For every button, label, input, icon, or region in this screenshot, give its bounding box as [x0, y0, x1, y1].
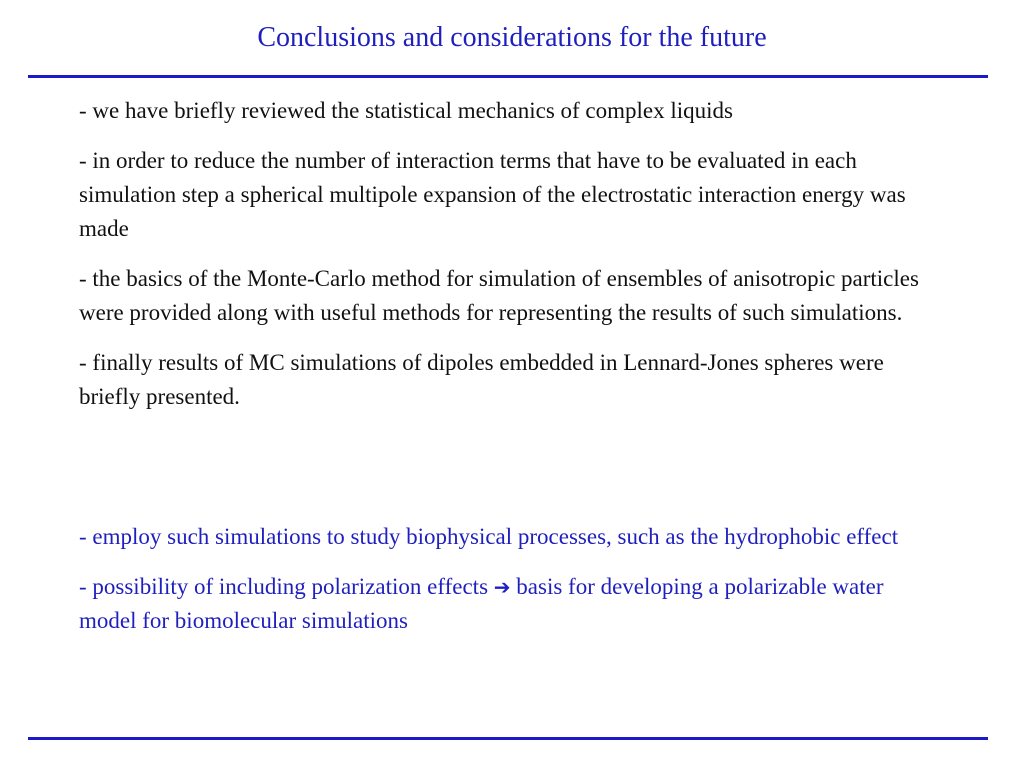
future-item-text: - possibility of including polarization effects — [79, 574, 494, 599]
conclusion-item: - we have briefly reviewed the statistical mechanics of complex liquids — [79, 98, 733, 123]
conclusion-item: - in order to reduce the number of interaction terms that have to be evaluated in each simulation step a spherical multipole expansion of the electrostatic interaction energy was made — [79, 148, 906, 241]
future-item — [79, 570, 939, 638]
future-list — [79, 520, 939, 654]
future-item-text: basis for developing a polarizable water model for biomolecular simulations — [79, 574, 884, 633]
arrow-right-icon: ➔ — [493, 575, 511, 599]
future-item: - employ such simulations to study biophysical processes, such as the hydrophobic effect — [79, 524, 899, 549]
conclusions-list — [79, 94, 939, 430]
top-divider — [28, 75, 988, 78]
bottom-divider — [28, 737, 988, 740]
conclusion-item: - finally results of MC simulations of dipoles embedded in Lennard-Jones spheres were briefly presented. — [79, 350, 884, 409]
conclusion-item: - the basics of the Monte-Carlo method for simulation of ensembles of anisotropic particles were provided along with useful methods for representing the results of such simulations. — [79, 266, 919, 325]
slide-title: Conclusions and considerations for the future — [257, 22, 767, 53]
